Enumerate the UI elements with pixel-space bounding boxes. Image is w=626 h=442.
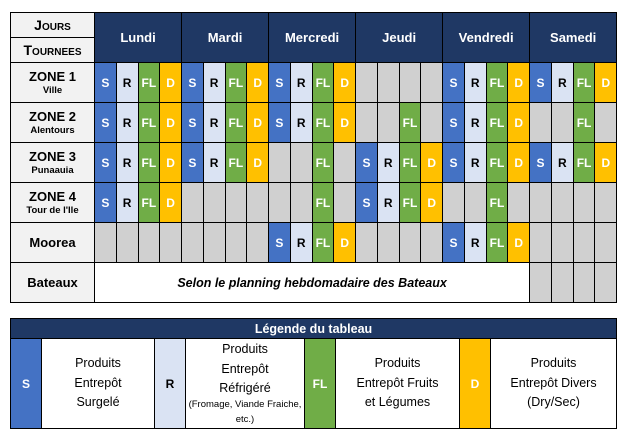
schedule-cell-empty: [595, 103, 617, 143]
schedule-cell-empty: [573, 263, 595, 303]
schedule-cell-d: D: [160, 103, 182, 143]
schedule-cell-r: R: [116, 103, 138, 143]
schedule-cell-s: S: [443, 223, 465, 263]
schedule-cell-empty: [551, 103, 573, 143]
zone-label: [11, 223, 95, 263]
schedule-cell-fl: FL: [138, 183, 160, 223]
legend-note: (Fromage, Viande Fraiche, etc.): [188, 399, 302, 425]
schedule-cell-s: S: [95, 103, 117, 143]
schedule-cell-empty: [95, 223, 117, 263]
schedule-cell-s: S: [443, 143, 465, 183]
schedule-cell-fl: FL: [486, 103, 508, 143]
corner-tournees: Tournees: [11, 38, 95, 63]
legend-line: Entrepôt: [74, 375, 122, 390]
legend-line: Entrepôt: [221, 361, 269, 376]
schedule-cell-empty: [334, 183, 356, 223]
legend-code-s: S: [11, 339, 42, 429]
zone-name: ZONE 3: [29, 149, 76, 164]
bateaux-note: Selon le planning hebdomadaire des Bateaux: [95, 263, 530, 303]
schedule-cell-d: D: [421, 143, 443, 183]
schedule-cell-s: S: [95, 183, 117, 223]
schedule-cell-empty: [377, 103, 399, 143]
schedule-cell-empty: [203, 183, 225, 223]
schedule-cell-r: R: [464, 143, 486, 183]
schedule-cell-d: D: [247, 143, 269, 183]
schedule-cell-empty: [399, 63, 421, 103]
schedule-cell-empty: [508, 183, 530, 223]
schedule-cell-fl: FL: [573, 103, 595, 143]
schedule-cell-fl: FL: [225, 103, 247, 143]
bateaux-row: [11, 263, 617, 303]
schedule-cell-r: R: [116, 183, 138, 223]
schedule-cell-empty: [573, 183, 595, 223]
zone-area: Alentours: [30, 125, 75, 136]
schedule-cell-empty: [356, 103, 378, 143]
schedule-cell-empty: [182, 183, 204, 223]
schedule-cell-s: S: [182, 103, 204, 143]
zone-name: ZONE 4: [29, 189, 76, 204]
schedule-cell-s: S: [356, 183, 378, 223]
schedule-cell-fl: FL: [312, 143, 334, 183]
legend-title-row: [11, 319, 617, 339]
legend-description: [42, 339, 155, 429]
legend-line: et Légumes: [364, 395, 431, 410]
schedule-cell-empty: [530, 223, 552, 263]
schedule-cell-fl: FL: [399, 103, 421, 143]
schedule-cell-empty: [595, 183, 617, 223]
zone-row: [11, 183, 617, 223]
legend-line: Entrepôt Fruits: [356, 375, 439, 390]
schedule-cell-s: S: [95, 63, 117, 103]
zone-name: ZONE 2: [29, 109, 76, 124]
schedule-cell-d: D: [160, 183, 182, 223]
legend-title: Légende du tableau: [11, 319, 617, 339]
day-header-mercredi: Mercredi: [269, 13, 356, 63]
schedule-cell-fl: FL: [312, 183, 334, 223]
schedule-cell-s: S: [269, 63, 291, 103]
schedule-cell-fl: FL: [486, 183, 508, 223]
schedule-cell-r: R: [290, 223, 312, 263]
legend-line: Entrepôt Divers: [510, 375, 597, 390]
schedule-cell-r: R: [464, 103, 486, 143]
schedule-cell-empty: [530, 103, 552, 143]
schedule-cell-r: R: [551, 63, 573, 103]
schedule-cell-d: D: [334, 63, 356, 103]
schedule-cell-empty: [203, 223, 225, 263]
legend-line: Produits: [222, 342, 268, 357]
schedule-cell-d: D: [595, 63, 617, 103]
zone-label: [11, 63, 95, 103]
schedule-cell-fl: FL: [573, 143, 595, 183]
header-row-days: [11, 13, 617, 38]
day-header-jeudi: Jeudi: [356, 13, 443, 63]
schedule-cell-fl: FL: [399, 143, 421, 183]
schedule-cell-empty: [247, 223, 269, 263]
schedule-cell-s: S: [530, 63, 552, 103]
schedule-cell-s: S: [443, 103, 465, 143]
schedule-cell-empty: [356, 63, 378, 103]
corner-jours: Jours: [11, 13, 95, 38]
schedule-cell-s: S: [182, 63, 204, 103]
zone-row: [11, 103, 617, 143]
schedule-cell-r: R: [551, 143, 573, 183]
schedule-cell-fl: FL: [312, 103, 334, 143]
schedule-cell-empty: [530, 183, 552, 223]
schedule-cell-d: D: [508, 63, 530, 103]
zone-name: Bateaux: [27, 274, 78, 290]
zone-label: [11, 143, 95, 183]
legend-line: Produits: [530, 356, 577, 371]
schedule-cell-empty: [290, 183, 312, 223]
delivery-schedule-table: [10, 12, 617, 303]
legend-line: Réfrigéré: [219, 380, 271, 395]
schedule-cell-empty: [421, 103, 443, 143]
schedule-cell-r: R: [116, 143, 138, 183]
schedule-cell-empty: [421, 223, 443, 263]
schedule-cell-empty: [551, 183, 573, 223]
schedule-cell-d: D: [508, 103, 530, 143]
schedule-cell-s: S: [356, 143, 378, 183]
legend-table: [10, 318, 617, 429]
schedule-cell-d: D: [247, 63, 269, 103]
schedule-cell-empty: [399, 223, 421, 263]
schedule-cell-fl: FL: [225, 143, 247, 183]
schedule-cell-empty: [290, 143, 312, 183]
legend-line: Produits: [75, 356, 121, 371]
legend-items-row: [11, 339, 617, 429]
schedule-cell-fl: FL: [399, 183, 421, 223]
zone-area: Tour de l'Ile: [26, 205, 79, 216]
schedule-cell-s: S: [182, 143, 204, 183]
schedule-cell-r: R: [464, 63, 486, 103]
schedule-cell-empty: [160, 223, 182, 263]
schedule-cell-d: D: [334, 223, 356, 263]
schedule-cell-s: S: [530, 143, 552, 183]
schedule-cell-fl: FL: [138, 103, 160, 143]
schedule-cell-d: D: [595, 143, 617, 183]
zone-name: Moorea: [29, 234, 76, 250]
schedule-cell-empty: [116, 223, 138, 263]
legend-description: [336, 339, 460, 429]
day-header-samedi: Samedi: [530, 13, 617, 63]
schedule-cell-d: D: [421, 183, 443, 223]
schedule-cell-d: D: [508, 223, 530, 263]
zone-label: [11, 263, 95, 303]
schedule-cell-fl: FL: [225, 63, 247, 103]
schedule-cell-empty: [356, 223, 378, 263]
schedule-cell-d: D: [334, 103, 356, 143]
schedule-cell-s: S: [269, 223, 291, 263]
schedule-cell-fl: FL: [138, 143, 160, 183]
schedule-cell-empty: [225, 223, 247, 263]
schedule-cell-r: R: [464, 223, 486, 263]
schedule-cell-fl: FL: [573, 63, 595, 103]
schedule-cell-r: R: [290, 63, 312, 103]
schedule-cell-empty: [377, 63, 399, 103]
day-header-vendredi: Vendredi: [443, 13, 530, 63]
legend-code-d: D: [460, 339, 491, 429]
schedule-cell-empty: [182, 223, 204, 263]
schedule-cell-empty: [464, 183, 486, 223]
zone-area: Ville: [42, 85, 63, 96]
legend-code-fl: FL: [305, 339, 336, 429]
schedule-cell-empty: [334, 143, 356, 183]
schedule-cell-d: D: [508, 143, 530, 183]
zone-row: [11, 223, 617, 263]
schedule-cell-empty: [551, 223, 573, 263]
zone-label: [11, 183, 95, 223]
zone-row: [11, 143, 617, 183]
zone-name: ZONE 1: [29, 69, 76, 84]
legend-description: [491, 339, 617, 429]
schedule-cell-empty: [269, 183, 291, 223]
legend-code-r: R: [155, 339, 186, 429]
schedule-cell-fl: FL: [486, 223, 508, 263]
schedule-cell-s: S: [269, 103, 291, 143]
schedule-cell-fl: FL: [312, 223, 334, 263]
schedule-cell-empty: [247, 183, 269, 223]
schedule-cell-empty: [551, 263, 573, 303]
legend-line: Produits: [374, 356, 421, 371]
schedule-cell-r: R: [377, 183, 399, 223]
legend-line: (Dry/Sec): [527, 395, 580, 410]
schedule-cell-s: S: [443, 63, 465, 103]
schedule-cell-empty: [421, 63, 443, 103]
day-header-mardi: Mardi: [182, 13, 269, 63]
schedule-cell-r: R: [203, 143, 225, 183]
legend-description: [186, 339, 305, 429]
schedule-cell-r: R: [116, 63, 138, 103]
schedule-cell-fl: FL: [486, 63, 508, 103]
schedule-cell-fl: FL: [312, 63, 334, 103]
zone-label: [11, 103, 95, 143]
schedule-cell-empty: [595, 223, 617, 263]
zone-area: Punaauia: [31, 165, 74, 176]
schedule-cell-s: S: [95, 143, 117, 183]
schedule-cell-empty: [377, 223, 399, 263]
schedule-cell-d: D: [247, 103, 269, 143]
schedule-cell-empty: [573, 223, 595, 263]
schedule-cell-empty: [595, 263, 617, 303]
schedule-cell-empty: [225, 183, 247, 223]
schedule-cell-r: R: [203, 103, 225, 143]
schedule-cell-r: R: [377, 143, 399, 183]
schedule-cell-r: R: [203, 63, 225, 103]
schedule-cell-d: D: [160, 143, 182, 183]
schedule-cell-d: D: [160, 63, 182, 103]
schedule-cell-empty: [138, 223, 160, 263]
schedule-cell-empty: [443, 183, 465, 223]
schedule-cell-fl: FL: [138, 63, 160, 103]
schedule-cell-fl: FL: [486, 143, 508, 183]
day-header-lundi: Lundi: [95, 13, 182, 63]
schedule-cell-empty: [269, 143, 291, 183]
schedule-cell-empty: [530, 263, 552, 303]
legend-line: Surgelé: [76, 395, 120, 410]
zone-row: [11, 63, 617, 103]
schedule-cell-r: R: [290, 103, 312, 143]
